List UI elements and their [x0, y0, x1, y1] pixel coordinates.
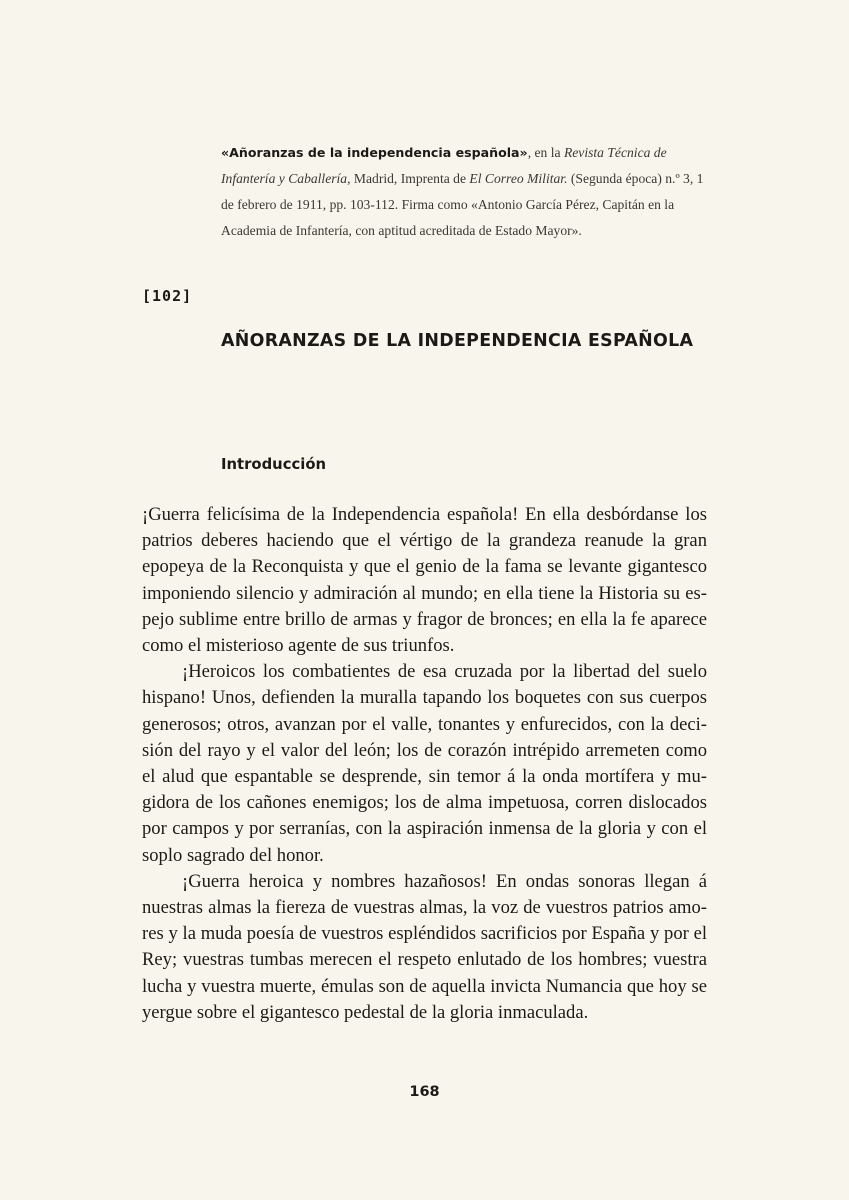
- source-note-segment: , en la: [527, 145, 564, 160]
- document-reference-number: [102]: [142, 287, 193, 305]
- body-text: [142, 502, 707, 1026]
- section-heading: Introducción: [221, 456, 327, 473]
- paragraph: ¡Guerra heroica y nombres hazañosos! En ondas sonoras llegan á nuestras almas la fiereza de vuestras almas, la voz de vuestros patrios amores y la muda poesía de vuestros espléndidos sacrificios por España y por el Rey; vuestras tumbas merecen el respeto enlutado de los hombres; vuestra lucha y vuestra muerte, émulas son de aquella invicta Numancia que hoy se yergue sobre el gigantesco pedestal de la gloria inmaculada.: [142, 870, 707, 1023]
- paragraph: ¡Heroicos los combatientes de esa cruzada por la libertad del suelo hispano! Unos, defienden la muralla tapando los boquetes con sus cuerpos generosos; otros, avanzan por el valle, tonantes y enfurecidos, con la decisión del rayo y el valor del león; los de corazón intrépido arremeten como el alud que espantable se desprende, sin temor á la onda mortífera y mugidora de los cañones enemigos; los de alma impetuosa, corren dislocados por campos y por serranías, con la aspiración inmensa de la gloria y con el soplo sagrado del honor.: [142, 661, 707, 866]
- source-note-segment: , Madrid, Imprenta de: [347, 171, 470, 186]
- page-number: 168: [409, 1084, 440, 1100]
- chapter-title: AÑORANZAS DE LA INDEPENDENCIA ESPAÑOLA: [221, 331, 694, 351]
- source-note-publisher: El Correo Militar.: [469, 171, 568, 186]
- source-note-journal: Revista Técnica de Infantería y Caballería: [221, 145, 667, 186]
- source-note-segment: (Segunda época) n.º 3, 1 de febrero de 1911, pp. 103-112. Firma como «Antonio García Pérez, Capitán en la Academia de Infantería, con aptitud acreditada de Estado Mayor».: [221, 171, 704, 238]
- paragraph: ¡Guerra felicísima de la Independencia española! En ella desbórdanse los patrios deberes haciendo que el vértigo de la grandeza reanude la gran epopeya de la Reconquista y que el genio de la fama se levante gigantesco imponiendo silencio y admiración al mundo; en ella tiene la Historia su espejo sublime entre brillo de armas y fragor de bronces; en ella la fe aparece como el misterioso agente de sus triunfos.: [142, 504, 707, 657]
- source-note-text: [221, 140, 707, 244]
- source-note: [221, 140, 707, 244]
- source-note-bold-title: «Añoranzas de la independencia española»: [221, 145, 528, 160]
